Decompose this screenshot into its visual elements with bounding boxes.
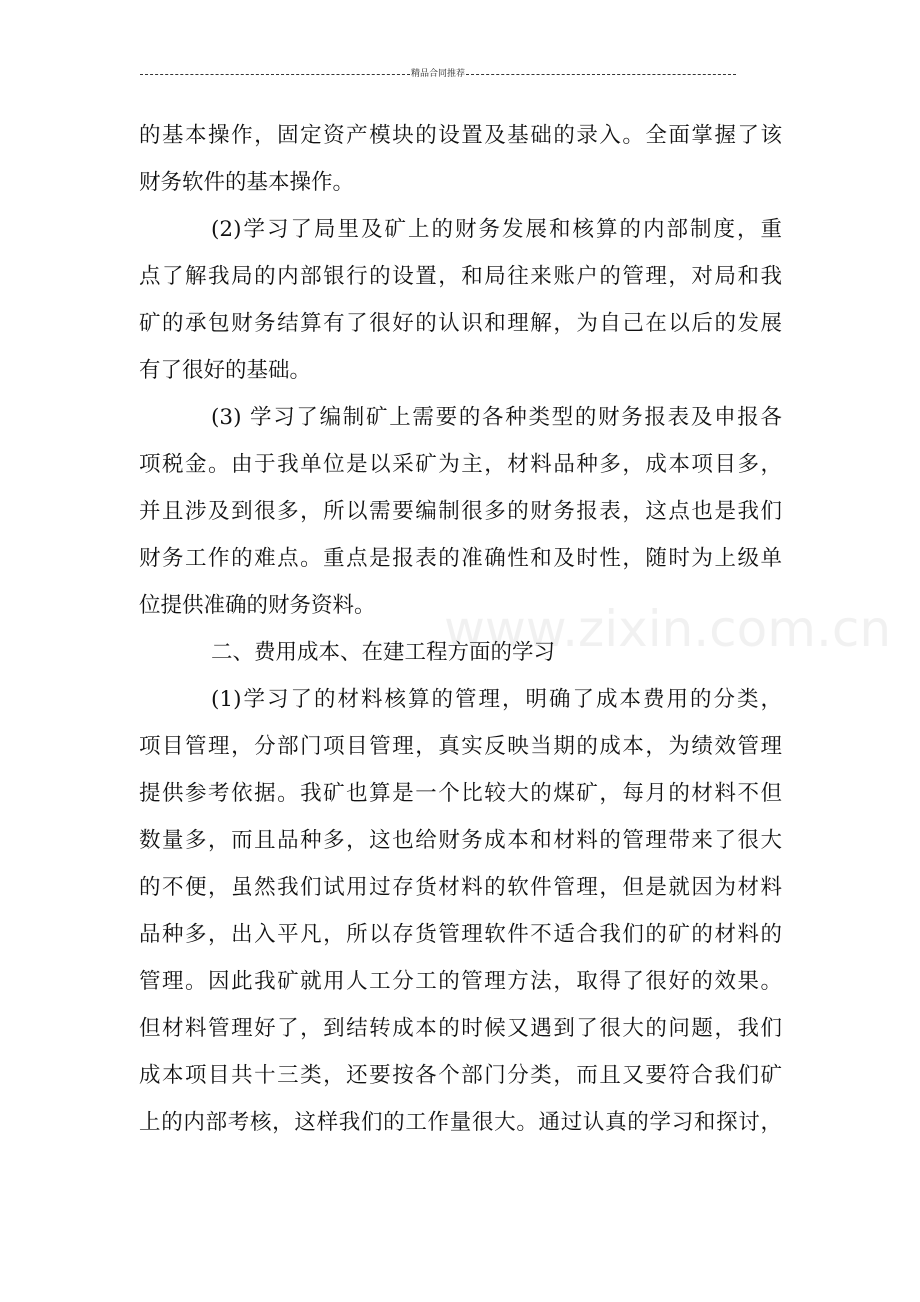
text-line: 品种多，出入平凡，所以存货管理软件不适合我们的矿的材料的 — [139, 922, 782, 947]
section-heading: 二、费用成本、在建工程方面的学习 — [211, 640, 556, 665]
body-text — [139, 112, 782, 1146]
text-line: 提供参考依据。我矿也算是一个比较大的煤矿，每月的材料不但 — [139, 781, 782, 806]
text-line: 财务软件的基本操作。 — [139, 170, 355, 195]
text-line: (3) 学习了编制矿上需要的各种类型的财务报表及申报各 — [211, 405, 782, 430]
text-line: 点了解我局的内部银行的设置，和局往来账户的管理，对局和我 — [139, 264, 782, 289]
text-line: 数量多，而且品种多，这也给财务成本和材料的管理带来了很大 — [139, 828, 782, 853]
text-line: (1)学习了的材料核算的管理，明确了成本费用的分类， — [211, 687, 782, 712]
text-line: 项目管理，分部门项目管理，真实反映当期的成本，为绩效管理 — [139, 734, 782, 759]
page-header — [140, 66, 736, 82]
text-line: 位提供准确的财务资料。 — [139, 593, 376, 618]
text-line: 项税金。由于我单位是以采矿为主，材料品种多，成本项目多， — [139, 452, 782, 477]
text-line: 财务工作的难点。重点是报表的准确性和及时性，随时为上级单 — [139, 546, 782, 571]
watermark: www.zixin.com.cn — [444, 600, 892, 658]
text-line: (2)学习了局里及矿上的财务发展和核算的内部制度，重 — [211, 217, 782, 242]
text-line: 管理。因此我矿就用人工分工的管理方法，取得了很好的效果。 — [139, 969, 782, 994]
header-label: 精品合同推荐 — [411, 69, 466, 79]
text-line: 矿的承包财务结算有了很好的认识和理解，为自己在以后的发展 — [139, 311, 782, 336]
text-line: 的不便，虽然我们试用过存货材料的软件管理，但是就因为材料 — [139, 875, 782, 900]
text-line: 的基本操作，固定资产模块的设置及基础的录入。全面掌握了该 — [139, 123, 782, 148]
text-line: 上的内部考核，这样我们的工作量很大。通过认真的学习和探讨， — [139, 1110, 782, 1135]
text-line: 成本项目共十三类，还要按各个部门分类，而且又要符合我们矿 — [139, 1063, 782, 1088]
text-line: 有了很好的基础。 — [139, 358, 312, 383]
header-dash-right — [466, 74, 736, 75]
header-dash-left — [140, 74, 410, 75]
text-line: 但材料管理好了，到结转成本的时候又遇到了很大的问题，我们 — [139, 1016, 782, 1041]
text-line: 并且涉及到很多，所以需要编制很多的财务报表，这点也是我们 — [139, 499, 782, 524]
